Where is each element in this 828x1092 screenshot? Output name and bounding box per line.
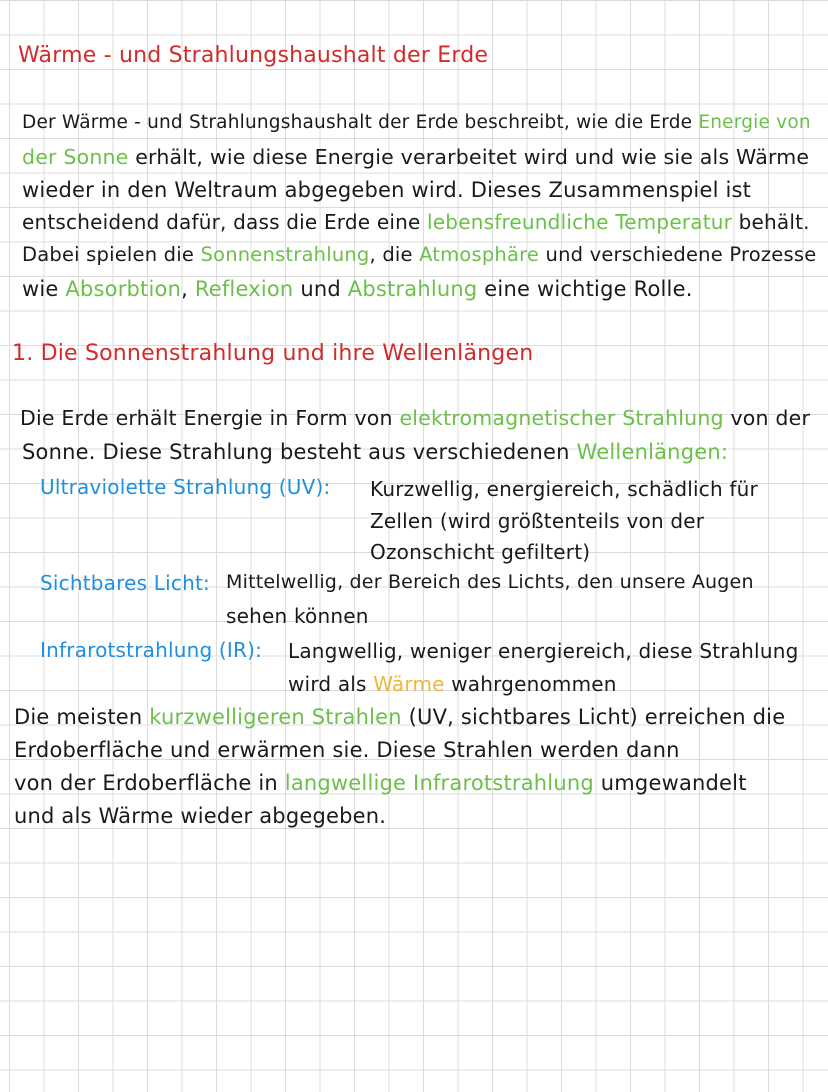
text: , die [369, 243, 420, 266]
p2-line-2: Erdoberfläche und erwärmen sie. Diese Strahlen werden dann [14, 738, 680, 762]
p2-line-3 [14, 773, 747, 794]
section-heading: 1. Die Sonnenstrahlung und ihre Wellenlängen [12, 341, 534, 366]
intro-line-5 [22, 245, 816, 265]
text: von der Erdoberfläche in [14, 771, 285, 795]
uv-term: Ultraviolette Strahlung (UV): [40, 475, 331, 499]
term-wellenlaengen: Wellenlängen [576, 440, 721, 464]
p2-line-4: und als Wärme wieder abgegeben. [14, 804, 387, 828]
intro-line-4 [22, 212, 810, 232]
visible-term: Sichtbares Licht: [40, 571, 210, 595]
intro-line-1 [22, 114, 811, 133]
s1-line-1 [20, 408, 810, 429]
intro-line-6 [22, 279, 693, 300]
text: wird als [288, 672, 374, 696]
text: (UV, sichtbares Licht) erreichen die [401, 705, 786, 729]
visible-desc-line-1: Mittelwellig, der Bereich des Lichts, den unsere Augen [226, 571, 754, 593]
text: erhält, wie diese Energie verarbeitet wird und wie sie als Wärme [128, 145, 810, 169]
text: behält. [732, 210, 810, 234]
term-energie-von-der-sonne: Energie von [698, 112, 811, 133]
text: von der [723, 406, 811, 430]
text: Der Wärme - und Strahlungshaushalt der Erde beschreibt, wie die Erde [22, 112, 699, 133]
uv-desc-line-3: Ozonschicht gefiltert) [370, 540, 591, 564]
term-der-sonne: der Sonne [22, 145, 129, 169]
ir-desc-line-1: Langwellig, weniger energiereich, diese Strahlung [288, 639, 799, 663]
term-abstrahlung: Abstrahlung [347, 277, 478, 301]
text: und [293, 277, 348, 301]
s1-line-2 [22, 442, 728, 463]
intro-line-2 [22, 147, 809, 168]
page-title: Wärme - und Strahlungshaushalt der Erde [18, 43, 489, 68]
term-waerme: Wärme [373, 672, 445, 696]
text: Dabei spielen die [22, 243, 201, 266]
text: Die Erde erhält Energie in Form von [20, 406, 400, 430]
ir-desc-line-2 [288, 674, 617, 694]
text: und verschiedene Prozesse [539, 243, 817, 266]
term-elektromagnetische-strahlung: elektromagnetischer Strahlung [399, 406, 724, 430]
term-atmosphaere: Atmosphäre [419, 243, 540, 266]
text: wahrgenommen [444, 672, 617, 696]
text: Die meisten [14, 705, 150, 729]
visible-desc-line-2: sehen können [226, 604, 369, 628]
term-sonnenstrahlung: Sonnenstrahlung [200, 243, 370, 266]
text: , [181, 277, 195, 301]
text: eine wichtige Rolle. [477, 277, 693, 301]
term-reflexion: Reflexion [194, 277, 294, 301]
uv-desc-line-2: Zellen (wird größtenteils von der [370, 509, 705, 533]
colon: : [720, 440, 729, 464]
term-langwellige-infrarotstrahlung: langwellige Infrarotstrahlung [284, 771, 594, 795]
term-absorbtion: Absorbtion [65, 277, 182, 301]
text: Sonne. Diese Strahlung besteht aus verschiedenen [22, 440, 577, 464]
text: wie [22, 277, 66, 301]
term-kurzwelligere-strahlen: kurzwelligeren Strahlen [149, 705, 402, 729]
p2-line-1 [14, 707, 785, 728]
text: entscheidend dafür, dass die Erde eine [22, 210, 428, 234]
ir-term: Infrarotstrahlung (IR): [40, 638, 263, 662]
uv-desc-line-1: Kurzwellig, energiereich, schädlich für [370, 477, 758, 501]
intro-line-3: wieder in den Weltraum abgegeben wird. Dieses Zusammenspiel ist [22, 178, 752, 202]
term-lebensfreundliche-temperatur: lebensfreundliche Temperatur [427, 210, 733, 234]
text: umgewandelt [593, 771, 747, 795]
